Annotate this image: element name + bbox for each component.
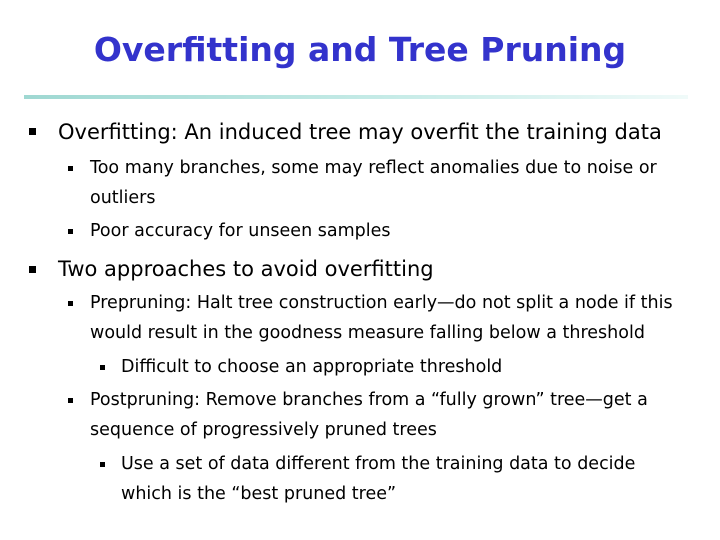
subbullet-poor-accuracy bbox=[90, 216, 700, 246]
title-divider bbox=[24, 95, 688, 99]
subbullet-line: Postpruning: Remove branches from a “fully grown” tree—get a bbox=[90, 390, 648, 410]
bullet-marker bbox=[100, 462, 105, 467]
subsubbullet-line: which is the “best pruned tree” bbox=[121, 484, 397, 504]
subbullet-line: Poor accuracy for unseen samples bbox=[90, 221, 391, 241]
subsubbullet-line: Difficult to choose an appropriate threshold bbox=[121, 357, 503, 377]
bullet-marker bbox=[68, 301, 73, 306]
subbullet-line: sequence of progressively pruned trees bbox=[90, 420, 437, 440]
bullet-overfitting: Overfitting: An induced tree may overfit the training data bbox=[58, 120, 662, 144]
subbullet-line: outliers bbox=[90, 188, 156, 208]
subbullet-postpruning bbox=[90, 385, 710, 445]
subsubbullet-best-pruned-tree bbox=[121, 449, 701, 509]
bullet-marker bbox=[68, 229, 73, 234]
bullet-marker bbox=[29, 128, 36, 135]
bullet-marker bbox=[100, 365, 105, 370]
bullet-marker bbox=[68, 398, 73, 403]
bullet-marker bbox=[68, 166, 73, 171]
subsubbullet-difficult-threshold bbox=[121, 352, 701, 382]
subbullet-line: Too many branches, some may reflect anomalies due to noise or bbox=[90, 158, 657, 178]
subbullet-too-many-branches bbox=[90, 153, 700, 213]
subsubbullet-line: Use a set of data different from the training data to decide bbox=[121, 454, 636, 474]
bullet-marker bbox=[29, 266, 36, 273]
subbullet-prepruning bbox=[90, 288, 710, 348]
bullet-two-approaches: Two approaches to avoid overfitting bbox=[58, 257, 434, 281]
slide-title: Overfitting and Tree Pruning bbox=[93, 30, 627, 69]
subbullet-line: Prepruning: Halt tree construction early—do not split a node if this bbox=[90, 293, 673, 313]
subbullet-line: would result in the goodness measure falling below a threshold bbox=[90, 323, 645, 343]
